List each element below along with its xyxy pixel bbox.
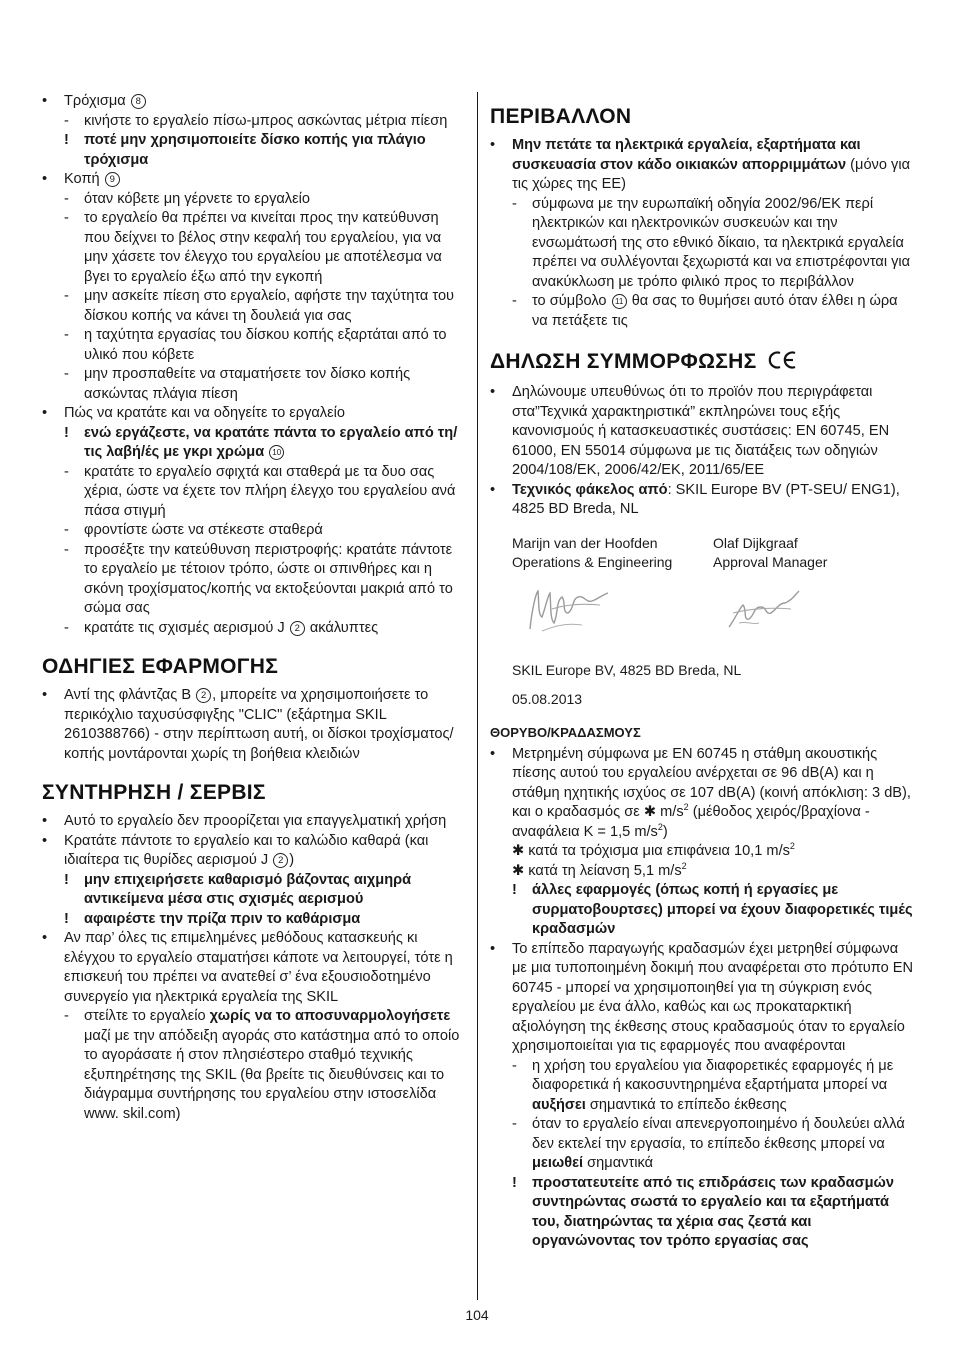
bullet-item [42, 832, 466, 871]
dash-item [42, 209, 466, 287]
dash-marker: - [64, 366, 69, 382]
warning-text: αφαιρέστε την πρίζα πριν το καθάρισμα [84, 910, 361, 927]
dash-item [42, 287, 466, 326]
signatory-1 [490, 534, 713, 573]
dash-item [490, 292, 914, 331]
warning-marker: ! [64, 871, 69, 888]
signatory-2 [713, 534, 914, 573]
bullet-text: κατά τα τρόχισμα μια επιφάνεια 10,1 m/s [528, 843, 790, 859]
superscript: 2 [681, 860, 687, 871]
bullet-text: Κρατάτε πάντοτε το εργαλείο και το καλώδιο καθαρά (και ιδιαίτερα τις θυρίδες αερισμού J [64, 832, 429, 868]
dash-text: φροντίστε ώστε να στέκεστε σταθερά [84, 522, 323, 538]
bullet-item [490, 940, 914, 1057]
dash-text: σύμφωνα με την ευρωπαϊκή οδηγία 2002/96/ΕΚ περί ηλεκτρικών και ηλεκτρονικών συσκευών και την ενσωμάτωσή της στο εθνικό δίκαιο, τα ηλεκτρικά εργαλεία πρέπει να συλλέγονται ξεχωριστά και να επιστρέφονται για ανακύκλωση με τρόπο φιλικό προς το περιβάλλον [532, 195, 911, 290]
ce-mark-icon [767, 350, 797, 377]
superscript: 2 [789, 841, 795, 852]
bullet-marker: • [490, 940, 496, 957]
bullet-text: Αν παρ’ όλες τις επιμελημένες μεθόδους κατασκευής κι ελέγχου το εργαλείο σταματήσει κάποτε να λειτουργεί, τότε η επισκευή του πρέπει να ανατεθεί σ’ ένα εξουσιοδοτημένο συνεργείο για ηλεκτρικά εργαλεία της SKIL [64, 930, 453, 1005]
signature-block [490, 534, 914, 710]
callout-number: 2 [273, 853, 288, 868]
dash-marker: - [64, 327, 69, 343]
callout-number: 2 [196, 688, 211, 703]
warning-marker: ! [64, 424, 69, 441]
dash-item [490, 1115, 914, 1174]
bullet-text-tail: : SKIL Europe BV (PT-SEU/ ENG1), 4825 BD Breda, NL [512, 481, 900, 517]
bullet-marker: • [490, 384, 496, 400]
warning-text: ενώ εργάζεστε, να κρατάτε πάντα το εργαλείο από τη/τις λαβή/ές με γκρι χρώμα [84, 424, 458, 460]
star-symbol: ✱ [643, 804, 657, 820]
bullet-marker: • [490, 745, 496, 762]
bullet-item [42, 812, 466, 832]
dash-text: μην προσπαθείτε να σταματήσετε τον δίσκο κοπής ασκώντας πλάγια πίεση [84, 366, 411, 402]
section-title-odigies: ΟΔΗΓΙΕΣ ΕΦΑΡΜΟΓΗΣ [42, 655, 279, 678]
dash-text-tail: σημαντικά το επίπεδο έκθεσης [589, 1096, 787, 1113]
warning-marker: ! [64, 910, 69, 927]
bullet-text: Πώς να κρατάτε και να οδηγείτε το εργαλείο [64, 405, 345, 421]
bullet-text: κατά τη λείανση 5,1 m/s [528, 862, 682, 879]
dash-item [42, 326, 466, 365]
bullet-text-tail: , μπορείτε να χρησιμοποιήσετε το περικόχλιο ταχυσύσφιγξης "CLIC" (εξάρτημα SKIL 2610388766) - στην περίπτωση αυτή, οι δίσκοι τροχίσματος/κοπής μοντάρονται χωρίς τη βοήθεια κλειδιών [64, 687, 454, 762]
bullet-text: Τρόχισμα [64, 93, 126, 109]
bullet-item [490, 481, 914, 520]
bullet-item [42, 929, 466, 1007]
star-symbol: ✱ [512, 843, 525, 859]
signature-1-image [490, 579, 713, 653]
declaration-title-text: ΔΗΛΩΣΗ ΣΥΜΜΟΡΦΩΣΗΣ [490, 350, 757, 373]
signatory-name: Olaf Dijkgraaf [713, 534, 798, 551]
warning-item [42, 910, 466, 930]
bullet-text-bold: Μην πετάτε τα ηλεκτρικά εργαλεία, εξαρτήματα και συσκευασία στον κάδο οικιακών απορριμμάτων [512, 137, 861, 173]
signatory-role: Approval Manager [713, 554, 828, 570]
dash-marker: - [64, 463, 69, 480]
dash-marker: - [64, 1008, 69, 1024]
dash-text: όταν το εργαλείο είναι απενεργοποιημένο ή δουλεύει αλλά δεν εκτελεί την εργασία, το επίπεδο έκθεσης μπορεί να [532, 1116, 905, 1152]
dash-item [42, 190, 466, 210]
left-column [42, 92, 466, 1124]
bullet-marker: • [490, 481, 496, 498]
callout-number: 8 [131, 94, 146, 109]
dash-item [42, 365, 466, 404]
bullet-text-tail: (μόνο για τις χώρες της ΕΕ) [512, 156, 911, 192]
superscript: 2 [657, 821, 663, 832]
bullet-text: Δηλώνουμε υπευθύνως ότι το προϊόν που περιγράφεται στα”Τεχνικά χαρακτηριστικά” εκπληρώνει τους εξής κανονισμούς ή κατασκευαστικές συστάσεις: EN 60745, EN 61000, EN 55014 σύμφωνα με τις διατάξεις των οδηγιών 2004/108/EK, 2006/42/EK, 2011/65/EE [512, 384, 890, 478]
dash-marker: - [64, 288, 69, 304]
bullet-trochisma [42, 92, 466, 112]
bullet-text: Αυτό το εργαλείο δεν προορίζεται για επαγγελματική χρήση [64, 813, 447, 829]
section-title-environment: ΠΕΡΙΒΑΛΛΟΝ [490, 105, 632, 128]
declaration-date: 05.08.2013 [512, 691, 583, 707]
warning-item [490, 881, 914, 940]
bullet-hold [42, 404, 466, 424]
dash-text-tail: μαζί με την απόδειξη αγοράς στο κατάστημα από το οποίο το αγοράσατε ή στον πλησιέστερο σταθμό τεχνικής εξυπηρέτησης της SKIL (θα βρείτε τις διευθύνσεις και το διάγραμμα συντήρησης του εργαλείου στην ιστοσελίδα www. skil.com) [84, 1027, 460, 1122]
bullet-text: Το επίπεδο παραγωγής κραδασμών έχει μετρηθεί σύμφωνα με μια τυποποιημένη δοκιμή που αναφέρεται στο πρότυπο EN 60745 - μπορεί να χρησιμοποιηθεί για τη σύγκριση ενός εργαλείου με ένα άλλο, καθώς και ως προκαταρκτική αξιολόγηση της έκθεσης στους κραδασμούς όταν το εργαλείο χρησιμοποιείται για τις εφαρμογές που αναφέρονται [512, 940, 914, 1054]
callout-number: 10 [269, 445, 284, 460]
dash-marker: - [64, 190, 69, 207]
dash-marker: - [64, 541, 69, 558]
bullet-marker: • [42, 930, 48, 946]
dash-text: το εργαλείο θα πρέπει να κινείται προς την κατεύθυνση που δείχνει το βέλος στην κεφαλή του εργαλείου, για να μην χάσετε τον έλεγχο του εργαλείου με αποτέλεσμα να βγει το εργαλείο έξω από την εγκοπή [84, 210, 442, 285]
bullet-marker: • [490, 137, 496, 153]
dash-text: κινήστε το εργαλείο πίσω-μπρος ασκώντας μέτρια πίεση [84, 112, 448, 129]
warning-item [42, 131, 466, 170]
dash-text: κρατάτε τις σχισμές αερισμού J [84, 619, 285, 636]
dash-text-tail: θα σας το θυμήσει αυτό όταν έλθει η ώρα να πετάξετε τις [532, 293, 898, 329]
warning-text: ποτέ μην χρησιμοποιείτε δίσκο κοπής για πλάγιο τρόχισμα [84, 132, 426, 168]
dash-text-bold: χωρίς να το αποσυναρμολογήσετε [209, 1008, 451, 1024]
bullet-text-bold: Τεχνικός φάκελος από [512, 481, 668, 498]
warning-marker: ! [512, 882, 517, 898]
bullet-item [490, 383, 914, 481]
dash-item [42, 1007, 466, 1124]
section-title-declaration [490, 349, 914, 377]
signatory-name: Marijn van der Hoofden [512, 534, 658, 551]
bullet-marker: • [42, 687, 48, 703]
callout-number: 2 [290, 621, 305, 636]
page-number: 104 [465, 1307, 489, 1323]
dash-text: μην ασκείτε πίεση στο εργαλείο, αφήστε την ταχύτητα του δίσκου κοπής να κάνει τη δουλειά για σας [84, 288, 455, 324]
bullet-marker: • [42, 832, 48, 849]
dash-item [42, 463, 466, 522]
bullet-text: Αντί της φλάντζας B [64, 687, 192, 703]
section-title-noise: ΘΟΡΥΒΟ/ΚΡΑΔΑΣΜΟΥΣ [490, 724, 641, 740]
bullet-item [490, 745, 914, 882]
bullet-text: (μέθοδος χειρός/βραχίονα - αναφάλεια K = 1,5 m/s [512, 804, 870, 840]
bullet-marker: • [42, 93, 48, 109]
dash-marker: - [64, 619, 69, 636]
bullet-item [490, 136, 914, 195]
warning-marker: ! [512, 1174, 517, 1191]
dash-text-tail: ακάλυπτες [309, 619, 379, 636]
bullet-text-tail: ) [289, 852, 295, 868]
signature-2-image [713, 579, 914, 653]
bullet-item [42, 686, 466, 764]
dash-text: στείλτε το εργαλείο [84, 1008, 206, 1024]
dash-marker: - [64, 112, 69, 129]
dash-marker: - [512, 293, 517, 309]
dash-text-bold: μειωθεί [532, 1155, 584, 1171]
dash-text: όταν κόβετε μη γέρνετε το εργαλείο [84, 190, 310, 207]
star-symbol: ✱ [512, 862, 525, 879]
dash-text-bold: αυξήσει [532, 1096, 586, 1113]
dash-text: η ταχύτητα εργασίας του δίσκου κοπής εξαρτάται από το υλικό που κόβετε [84, 327, 447, 363]
dash-marker: - [512, 1057, 517, 1074]
warning-marker: ! [64, 132, 69, 148]
dash-item [490, 195, 914, 293]
bullet-kopi [42, 170, 466, 190]
signatory-role: Operations & Engineering [512, 554, 673, 570]
warning-text: μην επιχειρήσετε καθαρισμό βάζοντας αιχμηρά αντικείμενα μέσα στις σχισμές αερισμού [84, 871, 412, 907]
warning-text: άλλες εφαρμογές (όπως κοπή ή εργασίες με συρματοβουρτσες) μπορεί να έχουν διαφορετικές τιμές κραδασμών [532, 882, 913, 937]
bullet-marker: • [42, 405, 48, 421]
bullet-text: Κοπή [64, 171, 100, 187]
dash-marker: - [64, 522, 69, 538]
bullet-text: Μετρημένη σύμφωνα με EN 60745 η στάθμη ακουστικής πίεσης αυτού του εργαλείου ανέρχεται σε 96 dB(A) και η στάθμη ηχητικής ισχύος σε 107 dB(A) (κοινή απόκλιση: 3 dB), και ο κραδασμός σε [512, 745, 911, 820]
dash-item [42, 619, 466, 639]
dash-marker: - [512, 195, 517, 212]
superscript: 2 [683, 802, 689, 813]
bullet-marker: • [42, 813, 48, 829]
bullet-marker: • [42, 171, 48, 187]
right-column [490, 92, 914, 1252]
column-divider [477, 92, 478, 1300]
dash-text-tail: σημαντικά [587, 1155, 654, 1171]
unit-text: m/s [660, 804, 684, 820]
dash-marker: - [512, 1116, 517, 1132]
dash-text: το σύμβολο [532, 293, 607, 309]
dash-text: κρατάτε το εργαλείο σφιχτά και σταθερά με τα δυο σας χέρια, ώστε να έχετε τον πλήρη έλεγχο του εργαλείου ανά πάσα στιγμή [84, 463, 456, 519]
dash-text: η χρήση του εργαλείου για διαφορετικές εφαρμογές ή με διαφορετικά ή κακοσυντηρημένα εξαρτήματα μπορεί να [532, 1057, 894, 1093]
dash-item [42, 521, 466, 541]
callout-number: 9 [105, 172, 120, 187]
bullet-text: ) [662, 823, 668, 840]
dash-item [490, 1057, 914, 1116]
warning-item [490, 1174, 914, 1252]
section-title-service: ΣΥΝΤΗΡΗΣΗ / ΣΕΡΒΙΣ [42, 781, 266, 804]
warning-item [42, 424, 466, 463]
company-address: SKIL Europe BV, 4825 BD Breda, NL [512, 661, 742, 678]
dash-text: προσέξτε την κατεύθυνση περιστροφής: κρατάτε πάντοτε το εργαλείο με τέτοιον τρόπο, ώστε οι σπινθήρες και η σκόνη τροχίσματος/κοπής να εκτοξεύονται μακριά από το σώμα σας [84, 541, 453, 616]
dash-item [42, 112, 466, 132]
dash-marker: - [64, 210, 69, 226]
warning-item [42, 871, 466, 910]
callout-number: 11 [612, 294, 627, 309]
dash-item [42, 541, 466, 619]
warning-text: προστατευτείτε από τις επιδράσεις των κραδασμών συντηρώντας σωστά το εργαλείο και τα εξαρτήματά του, διατηρώντας τα χέρια σας ζεστά και οργανώνοντας τον τρόπο εργασίας σας [532, 1174, 894, 1249]
